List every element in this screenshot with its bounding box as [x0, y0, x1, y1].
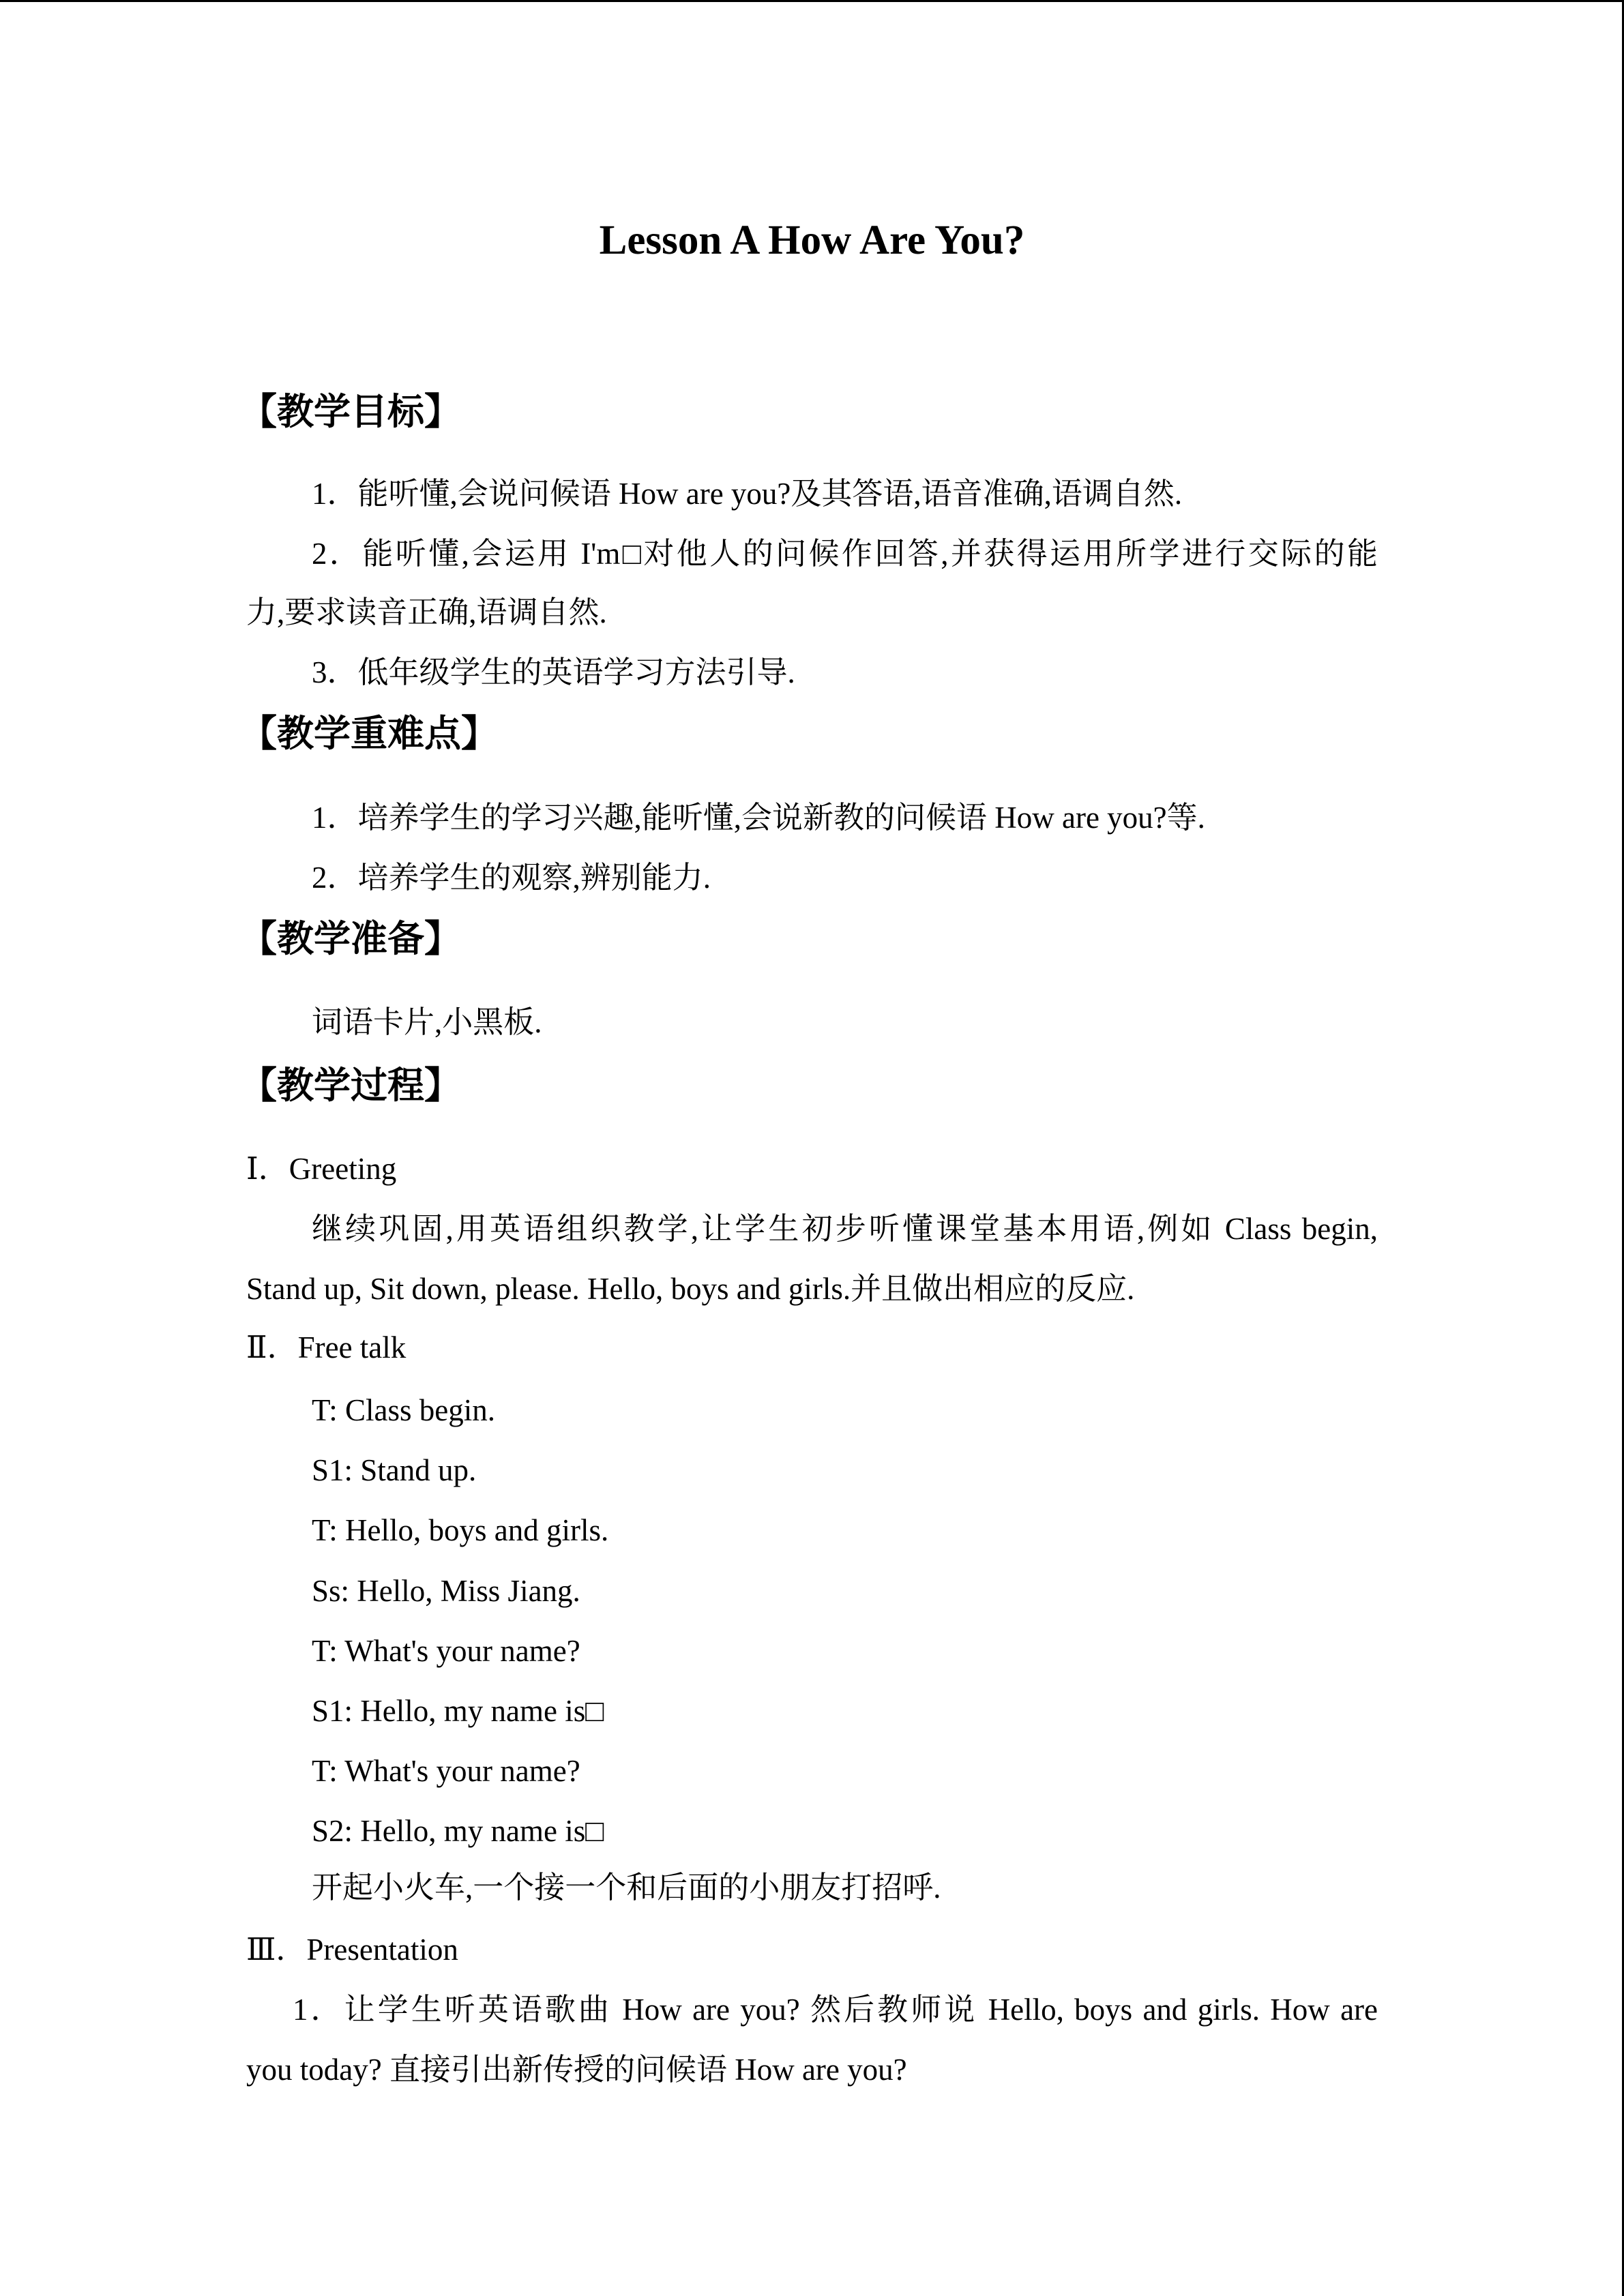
- dialogue-line: T: Class begin.: [312, 1393, 495, 1427]
- key-point-item-2: 2．培养学生的观察,辨别能力.: [312, 861, 711, 895]
- page-title: Lesson A How Are You?: [599, 218, 1025, 263]
- greeting-line-1: 继续巩固,用英语组织教学,让学生初步听懂课堂基本用语,例如 Class begin,: [312, 1212, 1378, 1246]
- dialogue-line: S1: Hello, my name is□: [312, 1694, 604, 1728]
- objective-item-2-line-2: 力,要求读音正确,语调自然.: [246, 595, 607, 629]
- objective-item-2-line-1: 2．能听懂,会运用 I'm□对他人的问候作回答,并获得运用所学进行交际的能: [312, 537, 1378, 571]
- objective-item-3: 3．低年级学生的英语学习方法引导.: [312, 655, 795, 689]
- step-title-presentation: Ⅲ．Presentation: [246, 1933, 458, 1967]
- section-heading-objectives: 【教学目标】: [240, 391, 461, 432]
- preparation-text: 词语卡片,小黑板.: [312, 1005, 542, 1039]
- objective-item-1: 1．能听懂,会说问候语 How are you?及其答语,语音准确,语调自然.: [312, 477, 1183, 511]
- dialogue-line: S1: Stand up.: [312, 1453, 477, 1487]
- key-point-item-1: 1．培养学生的学习兴趣,能听懂,会说新教的问候语 How are you?等.: [312, 801, 1205, 835]
- dialogue-line: Ss: Hello, Miss Jiang.: [312, 1574, 580, 1608]
- free-talk-note: 开起小火车,一个接一个和后面的小朋友打招呼.: [312, 1870, 941, 1905]
- section-heading-key-points: 【教学重难点】: [240, 713, 498, 754]
- section-heading-preparation: 【教学准备】: [240, 919, 461, 959]
- step-title-greeting: Ⅰ．Greeting: [246, 1152, 397, 1186]
- presentation-line-1: 1．让学生听英语歌曲 How are you? 然后教师说 Hello, boys and girls. How are: [293, 1993, 1378, 2027]
- section-heading-process: 【教学过程】: [240, 1065, 461, 1106]
- greeting-line-2: Stand up, Sit down, please. Hello, boys and girls.并且做出相应的反应.: [246, 1272, 1135, 1306]
- step-title-free-talk: Ⅱ．Free talk: [246, 1330, 407, 1365]
- dialogue-line: T: What's your name?: [312, 1634, 580, 1668]
- presentation-line-2: you today? 直接引出新传授的问候语 How are you?: [246, 2053, 907, 2087]
- dialogue-line: T: Hello, boys and girls.: [312, 1513, 609, 1547]
- dialogue-line: T: What's your name?: [312, 1754, 580, 1788]
- dialogue-line: S2: Hello, my name is□: [312, 1814, 604, 1848]
